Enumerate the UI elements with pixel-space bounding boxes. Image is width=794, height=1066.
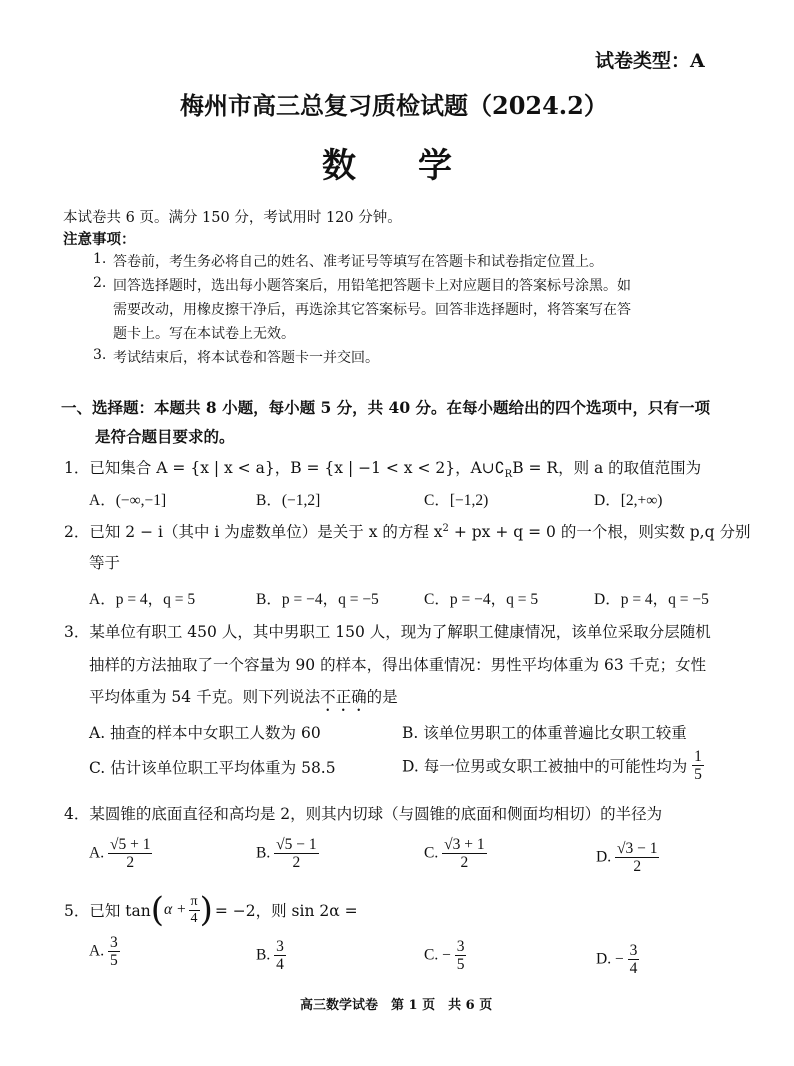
question-4-option-a xyxy=(89,836,152,871)
option-label: B. xyxy=(256,946,271,964)
right-paren-icon: ) xyxy=(199,890,213,930)
fraction-numerator: 3 xyxy=(109,934,118,951)
fraction-numerator xyxy=(274,836,319,854)
question-3-text-line1: 某单位有职工 450 人，其中男职工 150 人，现为了解职工健康情况，该单位采取分层随机 xyxy=(89,623,711,641)
note-2-number: 2. xyxy=(93,275,107,291)
section-heading-line1: 一、选择题：本题共 8 小题，每小题 5 分，共 40 分。在每小题给出的四个选项中，只有一项 xyxy=(61,398,711,417)
question-2-option-d: D．p = 4，q = −5 xyxy=(594,591,709,608)
fraction-numerator: 1 xyxy=(694,748,702,765)
option-sign: − xyxy=(442,946,451,964)
option-label: A. xyxy=(89,942,105,960)
question-3-number: 3． xyxy=(64,623,90,641)
question-2-stem xyxy=(64,520,750,542)
question-1-subscript: R xyxy=(504,469,513,481)
option-label: B. xyxy=(256,844,271,862)
fraction-neg-3-over-4 xyxy=(628,942,640,977)
question-1-option-c: C．[−1,2) xyxy=(424,492,489,509)
sqrt-icon: √ xyxy=(444,836,453,853)
fraction-sqrt3-minus-1-over-2 xyxy=(615,840,660,875)
sqrt-icon: √ xyxy=(109,836,119,853)
fraction-numerator xyxy=(615,840,660,858)
sqrt-icon: √ xyxy=(276,836,285,853)
question-1-number: 1． xyxy=(64,459,90,477)
option-label: D. xyxy=(596,848,612,866)
fraction-denominator: 5 xyxy=(456,956,465,974)
fraction-numerator xyxy=(442,836,487,854)
sqrt-icon: √ xyxy=(616,840,626,857)
question-4-stem xyxy=(64,802,662,824)
option-sign: − xyxy=(614,950,624,968)
question-4-option-b xyxy=(256,836,319,871)
fraction-numerator: 3 xyxy=(629,942,638,959)
fraction-3-over-5 xyxy=(108,934,120,969)
question-5-alpha: α + xyxy=(164,901,187,918)
section-heading-line2: 是符合题目要求的。 xyxy=(95,427,235,446)
question-1-stem xyxy=(64,456,701,480)
question-3-text-line3: 平均体重为 54 千克。则下列说法 xyxy=(89,688,321,706)
fraction-one-fifth xyxy=(692,748,704,783)
question-1-option-a: A．(−∞,−1] xyxy=(89,492,167,509)
fraction-sqrt5-plus-1-over-2 xyxy=(108,836,153,871)
numerator-text: 3 + 1 xyxy=(452,836,485,853)
pages-info: 本试卷共 6 页。满分 150 分，考试用时 120 分钟。 xyxy=(63,210,402,226)
question-3-option-d xyxy=(402,748,704,783)
fraction-numerator: 3 xyxy=(456,938,465,955)
fraction-pi-over-4 xyxy=(189,894,200,926)
numerator-text: 5 + 1 xyxy=(118,836,151,853)
question-1-option-d: D．[2,+∞) xyxy=(594,492,663,509)
question-2-option-b: B．p = −4，q = −5 xyxy=(256,591,379,608)
fraction-denominator: 2 xyxy=(292,854,301,872)
fraction-numerator: π xyxy=(190,894,198,910)
question-2-text: 已知 2 − i（其中 i 为虚数单位）是关于 x 的方程 x xyxy=(89,523,443,541)
numerator-text: 3 − 1 xyxy=(625,840,658,857)
question-3-option-a: A. 抽查的样本中女职工人数为 60 xyxy=(89,724,321,742)
question-3-option-d-text: D. 每一位男或女职工被抽中的可能性均为 xyxy=(402,757,688,776)
question-3-stem-line2: 抽样的方法抽取了一个容量为 90 的样本，得出体重情况：男性平均体重为 63 千克；女性 xyxy=(89,656,707,674)
fraction-denominator: 4 xyxy=(276,956,284,974)
option-label: C. xyxy=(424,844,439,862)
fraction-sqrt3-plus-1-over-2 xyxy=(442,836,487,871)
question-5-text-end: = −2，则 sin 2α = xyxy=(214,902,358,920)
option-label: A. xyxy=(89,844,105,862)
question-5-stem xyxy=(64,890,358,930)
question-3-stem-line1 xyxy=(64,620,711,642)
question-2-stem-line2: 等于 xyxy=(89,554,121,572)
question-5-option-a xyxy=(89,934,120,969)
fraction-sqrt5-minus-1-over-2 xyxy=(274,836,319,871)
question-2-text-end: + px + q = 0 的一个根，则实数 p,q 分别 xyxy=(448,523,751,541)
question-4-number: 4． xyxy=(64,805,90,823)
question-1-option-b: B．(−1,2] xyxy=(256,492,321,509)
question-1-text-end: B = R，则 a 的取值范围为 xyxy=(512,459,702,477)
question-5-text: 已知 tan xyxy=(89,902,151,920)
fraction-3-over-4 xyxy=(274,938,286,973)
note-1-text: 答卷前，考生务必将自己的姓名、准考证号等填写在答题卡和试卷指定位置上。 xyxy=(113,254,603,270)
note-3-number: 3. xyxy=(93,347,107,363)
note-3-text: 考试结束后，将本试卷和答题卡一并交回。 xyxy=(113,350,379,366)
question-4-text: 某圆锥的底面直径和高均是 2，则其内切球（与圆锥的底面和侧面均相切）的半径为 xyxy=(89,805,663,823)
question-1-text: 已知集合 A = {x | x < a}，B = {x | −1 < x < 2}，A∪∁ xyxy=(89,459,505,477)
page-title: 梅州市高三总复习质检试题（2024.2） xyxy=(180,91,608,120)
question-3-option-b: B. 该单位男职工的体重普遍比女职工较重 xyxy=(402,724,687,742)
option-label: D. xyxy=(596,950,612,968)
question-2-option-a: A．p = 4，q = 5 xyxy=(89,591,196,608)
question-5-option-d xyxy=(596,942,639,977)
fraction-denominator: 5 xyxy=(694,766,702,784)
left-paren-icon: ( xyxy=(150,890,165,930)
fraction-denominator: 2 xyxy=(126,854,135,872)
numerator-text: 5 − 1 xyxy=(284,836,317,853)
question-5-number: 5． xyxy=(64,902,90,920)
fraction-denominator: 5 xyxy=(109,952,118,970)
fraction-denominator: 4 xyxy=(629,960,638,978)
question-4-option-c xyxy=(424,836,487,871)
note-2-line2: 需要改动，用橡皮擦干净后，再选涂其它答案标号。回答非选择题时，将答案写在答 xyxy=(113,302,631,318)
fraction-denominator: 2 xyxy=(633,858,642,876)
option-label: C. xyxy=(424,946,439,964)
note-1-number: 1. xyxy=(93,251,107,267)
question-3-stem-line3 xyxy=(89,685,398,715)
question-3-text-line3-end: 的是 xyxy=(366,688,398,706)
question-4-option-d xyxy=(596,840,659,875)
fraction-neg-3-over-5 xyxy=(455,938,467,973)
page-footer: 高三数学试卷 第 1 页 共 6 页 xyxy=(300,998,493,1013)
question-5-option-b xyxy=(256,938,286,973)
fraction-denominator: 2 xyxy=(460,854,469,872)
question-3-emphasis: 不正确 xyxy=(320,688,367,706)
fraction-numerator: 3 xyxy=(276,938,284,955)
question-2-superscript: 2 xyxy=(442,522,449,534)
paper-type: 试卷类型：A xyxy=(595,50,705,72)
note-2-line1: 回答选择题时，选出每小题答案后，用铅笔把答题卡上对应题目的答案标号涂黑。如 xyxy=(113,278,631,294)
question-2-option-c: C．p = −4，q = 5 xyxy=(424,591,539,608)
fraction-denominator: 4 xyxy=(190,910,198,926)
note-2-line3: 题卡上。写在本试卷上无效。 xyxy=(113,326,295,342)
fraction-numerator xyxy=(108,836,153,854)
subject-title: 数 学 xyxy=(322,146,466,186)
question-2-number: 2． xyxy=(64,523,90,541)
question-3-option-c: C. 估计该单位职工平均体重为 58.5 xyxy=(89,759,336,777)
question-5-option-c xyxy=(424,938,466,973)
notes-heading: 注意事项： xyxy=(63,231,136,248)
